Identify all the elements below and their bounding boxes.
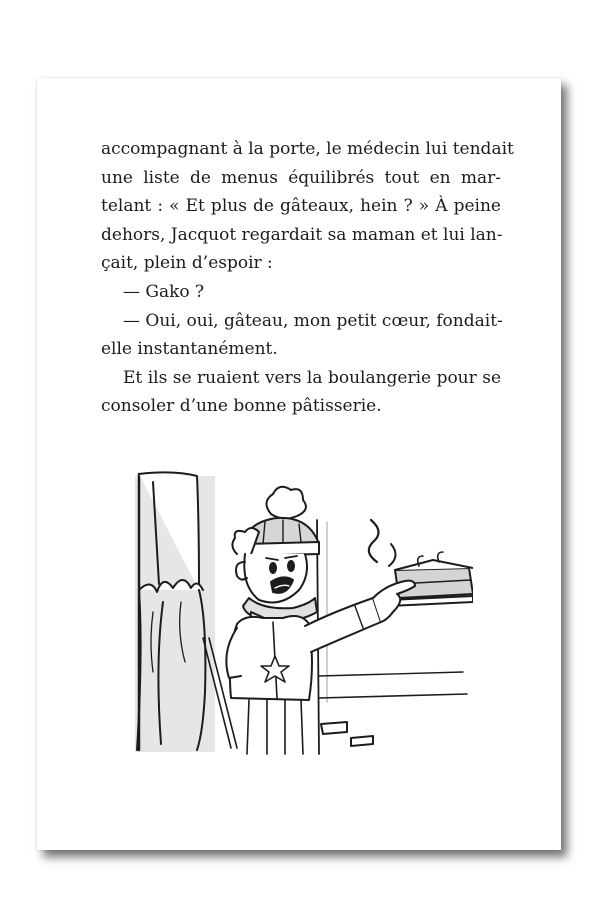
dialogue-line: — Gako ? [123, 281, 205, 302]
body-text [101, 135, 514, 421]
bricks [321, 722, 373, 746]
text-line: accompagnant à la porte, le médecin lui tendait [101, 139, 514, 159]
text-line: une liste de menus équilibrés tout en mar- [101, 167, 501, 188]
boy-pointing-at-cake-illustration [133, 462, 473, 762]
text-line: telant : « Et plus de gâteaux, hein ? » À peine [101, 196, 501, 217]
boy [226, 487, 415, 754]
text-line: elle instantanément. [101, 339, 278, 360]
text-line: çait, plein d’espoir : [101, 253, 273, 274]
text-line: Et ils se ruaient vers la boulangerie pour se [123, 367, 501, 388]
text-line: consoler d’une bonne pâtisserie. [101, 396, 382, 417]
book-page [37, 78, 561, 850]
curtain [135, 472, 215, 752]
text-line: dehors, Jacquot regardait sa maman et lui lan- [101, 224, 503, 245]
dialogue-line: — Oui, oui, gâteau, mon petit cœur, fondait- [123, 310, 503, 331]
